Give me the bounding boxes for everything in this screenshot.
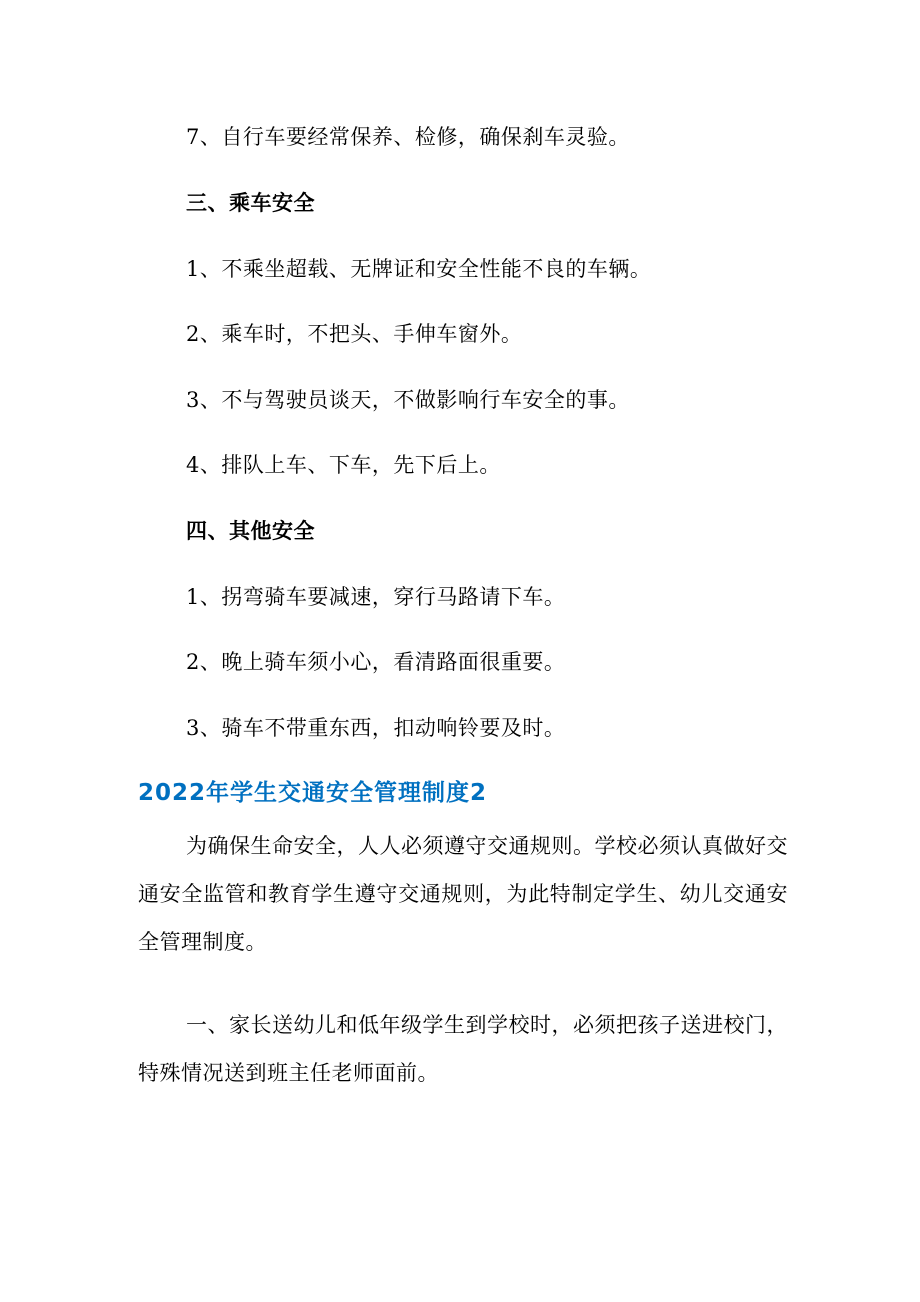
section-heading-ride-safety: 三、乘车安全 [186, 190, 315, 215]
paragraph-intro: 为确保生命安全，人人必须遵守交通规则。学校必须认真做好交通安全监管和教育学生遵守交通规则，为此特制定学生、幼儿交通安全管理制度。 [138, 834, 788, 954]
paragraph-rule-1: 一、家长送幼儿和低年级学生到学校时，必须把孩子送进校门，特殊情况送到班主任老师面前。 [138, 1013, 788, 1085]
list-item: 2、晚上骑车须小心，看清路面很重要。 [186, 650, 566, 674]
list-item: 4、排队上车、下车，先下后上。 [186, 453, 501, 477]
list-item: 3、不与驾驶员谈天，不做影响行车安全的事。 [186, 388, 630, 412]
list-item: 1、不乘坐超载、无牌证和安全性能不良的车辆。 [186, 257, 652, 281]
list-item: 2、乘车时，不把头、手伸车窗外。 [186, 322, 523, 346]
list-item: 1、拐弯骑车要减速，穿行马路请下车。 [186, 585, 566, 609]
list-item: 7、自行车要经常保养、检修，确保刹车灵验。 [186, 125, 630, 149]
article-title: 2022年学生交通安全管理制度2 [138, 780, 488, 806]
list-item: 3、骑车不带重东西，扣动响铃要及时。 [186, 716, 566, 740]
section-heading-other-safety: 四、其他安全 [186, 518, 315, 543]
